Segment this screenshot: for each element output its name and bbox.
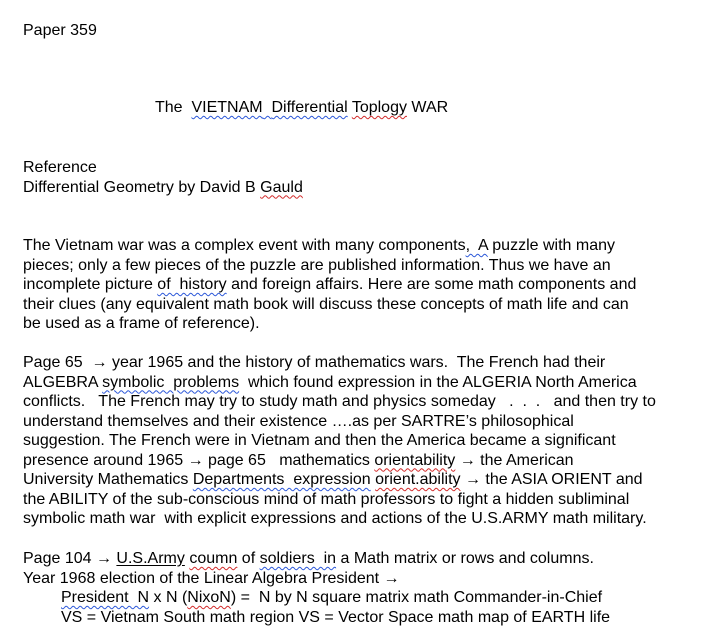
intro-line-3-rest: and foreign affairs. Here are some math components and xyxy=(226,276,637,293)
page104-paragraph xyxy=(23,549,693,627)
intro-line-3-text: incomplete picture xyxy=(23,276,158,293)
page104-line-1-text: Page 104 → xyxy=(23,550,117,567)
page104-line-2: Year 1968 election of the Linear Algebra President → xyxy=(23,569,400,587)
page104-line-3 xyxy=(23,588,693,608)
page65-line-7-flag-2: orient.ability xyxy=(375,471,461,488)
page104-line-3-nixon: NixoN xyxy=(187,589,231,606)
document-title xyxy=(155,98,448,118)
page65-line-5: suggestion. The French were in Vietnam and then the America became a significant xyxy=(23,432,616,449)
page104-line-1 xyxy=(23,549,693,569)
intro-line-3-flag: of history xyxy=(157,276,227,293)
page65-line-7-flag-1: Departments expression xyxy=(192,471,371,488)
page65-line-6-rest: → the American xyxy=(455,451,574,469)
reference-book-title: Differential Geometry by David B xyxy=(23,178,261,196)
page65-line-7-text: University Mathematics xyxy=(23,471,193,488)
page65-line-2-rest: which found expression in the ALGERIA North America xyxy=(239,373,637,391)
page65-line-6-flag: orientability xyxy=(374,451,456,469)
reference-section xyxy=(23,158,693,197)
page104-line-1-flag: soldiers in xyxy=(259,550,337,567)
page65-line-8: the ABILITY of the sub-conscious mind of math professors to fight a hidden subliminal xyxy=(23,490,630,508)
page65-line-4: understand themselves and their existence ….as per SARTRE’s philosophical xyxy=(23,412,574,430)
title-topology: Toplogy xyxy=(351,99,407,116)
page104-line-1-misspelled: coumn xyxy=(189,550,238,567)
page65-line-9: symbolic math war with explicit expressions and actions of the U.S.ARMY math military. xyxy=(23,510,647,527)
page65-paragraph xyxy=(23,353,693,529)
intro-line-3 xyxy=(23,275,693,295)
page104-line-4: VS = Vietnam South math region VS = Vector Space math map of EARTH life xyxy=(61,608,611,626)
page65-line-1: Page 65 → year 1965 and the history of mathematics wars. The French had their xyxy=(23,354,606,371)
page65-line-6-text: presence around 1965 → page 65 mathematics xyxy=(23,451,375,469)
page65-line-2-text: ALGEBRA xyxy=(23,373,103,391)
page65-line-7 xyxy=(23,470,693,490)
page104-line-1-rest: a Math matrix or rows and columns. xyxy=(336,550,594,567)
intro-line-1 xyxy=(23,236,693,256)
reference-book xyxy=(23,178,693,198)
intro-paragraph xyxy=(23,236,693,334)
intro-line-1-punct: , A xyxy=(465,237,488,254)
intro-line-4: their clues (any equivalent math book will discuss these concepts of math life and can xyxy=(23,295,629,313)
page104-line-3-text: x N ( xyxy=(149,589,188,606)
page65-line-2 xyxy=(23,373,693,393)
page65-line-3: conflicts. The French may try to study math and physics someday . . . and then try to xyxy=(23,393,656,410)
page104-line-3-rest: ) = N by N square matrix math Commander-in-Chief xyxy=(230,589,603,606)
page104-line-1-army: U.S.Army xyxy=(116,550,185,567)
page65-line-6 xyxy=(23,451,693,471)
title-differential: Differential xyxy=(271,99,348,116)
intro-line-5: be used as a frame of reference). xyxy=(23,315,260,332)
intro-line-2: pieces; only a few pieces of the puzzle are published information. Thus we have an xyxy=(23,256,611,274)
page104-line-1-of: of xyxy=(237,550,260,567)
reference-book-author: Gauld xyxy=(260,178,303,196)
title-vietnam: VIETNAM xyxy=(191,99,263,116)
intro-line-1-rest: puzzle with many xyxy=(487,237,615,254)
intro-line-1-text: The Vietnam war was a complex event with many components xyxy=(23,237,466,254)
page65-line-7-rest: → the ASIA ORIENT and xyxy=(460,471,643,488)
title-prefix: The xyxy=(155,99,192,116)
reference-heading: Reference xyxy=(23,159,97,176)
title-suffix: WAR xyxy=(406,99,449,116)
page104-line-3-flag: President N xyxy=(61,589,150,606)
page65-line-2-flag: symbolic problems xyxy=(102,373,240,391)
paper-number: Paper 359 xyxy=(23,22,97,39)
